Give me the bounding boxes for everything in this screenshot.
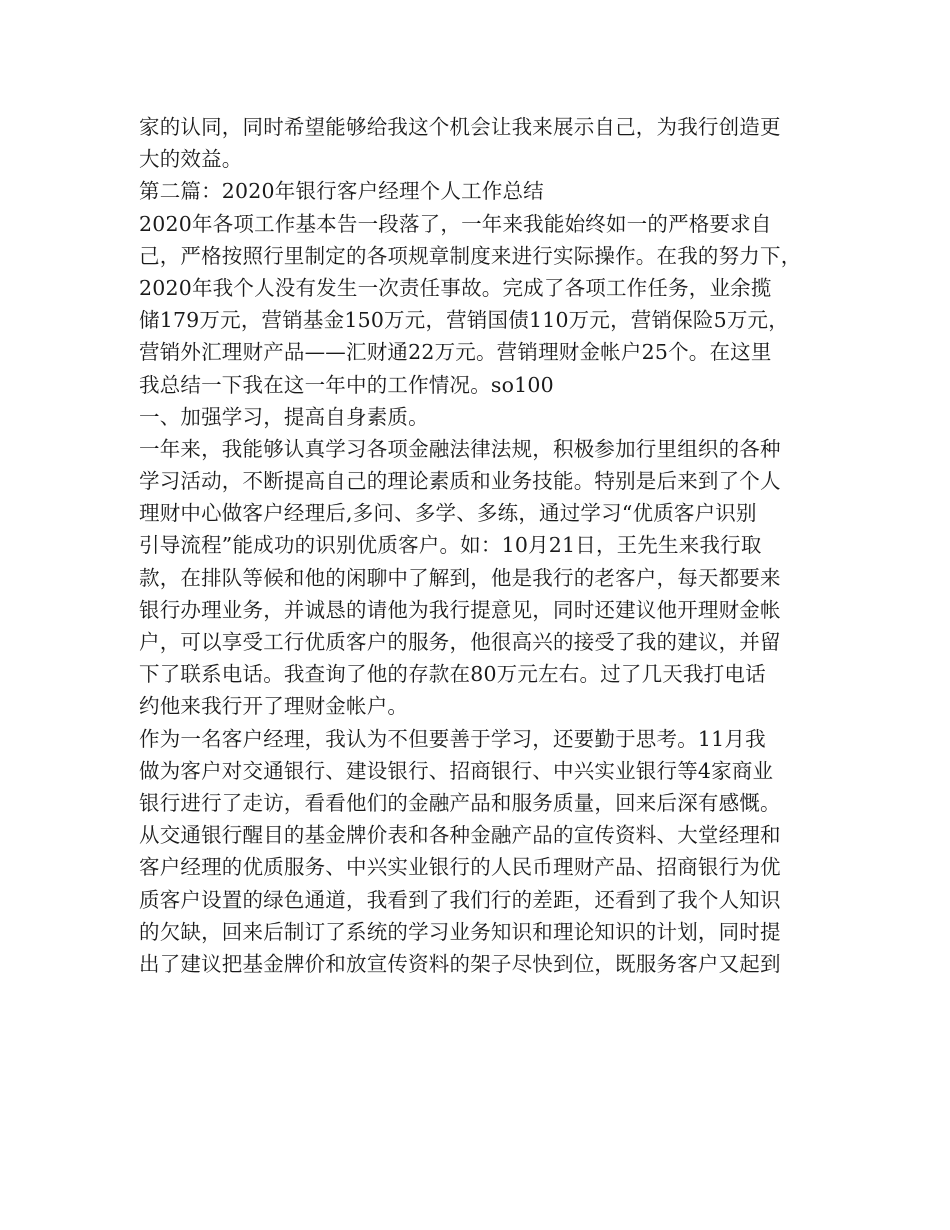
text-line: 大的效益。 <box>139 147 243 172</box>
text-line: 家的认同，同时希望能够给我这个机会让我来展示自己，为我行创造更 <box>139 115 781 139</box>
text-line: 银行办理业务，并诚恳的请他为我行提意见，同时还建议他开理财金帐 <box>139 597 781 622</box>
text-line: 出了建议把基金牌价和放宣传资料的架子尽快到位，既服务客户又起到 <box>139 951 781 976</box>
text-line: 学习活动，不断提高自己的理论素质和业务技能。特别是后来到了个人 <box>139 469 781 494</box>
text-line: 己，严格按照行里制定的各项规章制度来进行实际操作。在我的努力下， <box>139 243 802 268</box>
text-line: 营销外汇理财产品——汇财通22万元。营销理财金帐户25个。在这里 <box>139 340 772 365</box>
subsection-heading: 一、加强学习，提高自身素质。 <box>139 404 429 429</box>
text-line: 户，可以享受工行优质客户的服务，他很高兴的接受了我的建议，并留 <box>139 630 781 654</box>
text-line: 的欠缺，回来后制订了系统的学习业务知识和理论知识的计划，同时提 <box>139 919 781 944</box>
text-line: 下了联系电话。我查询了他的存款在80万元左右。过了几天我打电话 <box>139 662 766 687</box>
text-line: 作为一名客户经理，我认为不但要善于学习，还要勤于思考。11月我 <box>139 726 766 751</box>
text-line: 客户经理的优质服务、中兴实业银行的人民币理财产品、招商银行为优 <box>139 855 781 880</box>
text-line: 我总结一下我在这一年中的工作情况。so100 <box>139 372 554 397</box>
text-line: 做为客户对交通银行、建设银行、招商银行、中兴实业银行等4家商业 <box>139 758 774 783</box>
text-line: 质客户设置的绿色通道，我看到了我们行的差距，还看到了我个人知识 <box>139 887 781 912</box>
text-line: 从交通银行醒目的基金牌价表和各种金融产品的宣传资料、大堂经理和 <box>139 823 781 848</box>
text-line: 款，在排队等候和他的闲聊中了解到，他是我行的老客户，每天都要来 <box>139 565 781 590</box>
document-body <box>139 111 829 980</box>
text-line: 储179万元，营销基金150万元，营销国债110万元，营销保险5万元， <box>139 308 789 333</box>
text-line: 约他来我行开了理财金帐户。 <box>139 694 409 719</box>
text-line: 2020年我个人没有发生一次责任事故。完成了各项工作任务，业余揽 <box>139 275 772 300</box>
text-line: 2020年各项工作基本告一段落了，一年来我能始终如一的严格要求自 <box>139 211 772 236</box>
section-heading: 第二篇：2020年银行客户经理个人工作总结 <box>139 179 544 204</box>
text-line: 理财中心做客户经理后,多问、多学、多练，通过学习“优质客户识别 <box>139 501 757 526</box>
text-line: 一年来，我能够认真学习各项金融法律法规，积极参加行里组织的各种 <box>139 436 781 461</box>
text-line: 银行进行了走访，看看他们的金融产品和服务质量，回来后深有感慨。 <box>139 790 781 815</box>
text-line: 引导流程”能成功的识别优质客户。如：10月21日，王先生来我行取 <box>139 533 762 558</box>
